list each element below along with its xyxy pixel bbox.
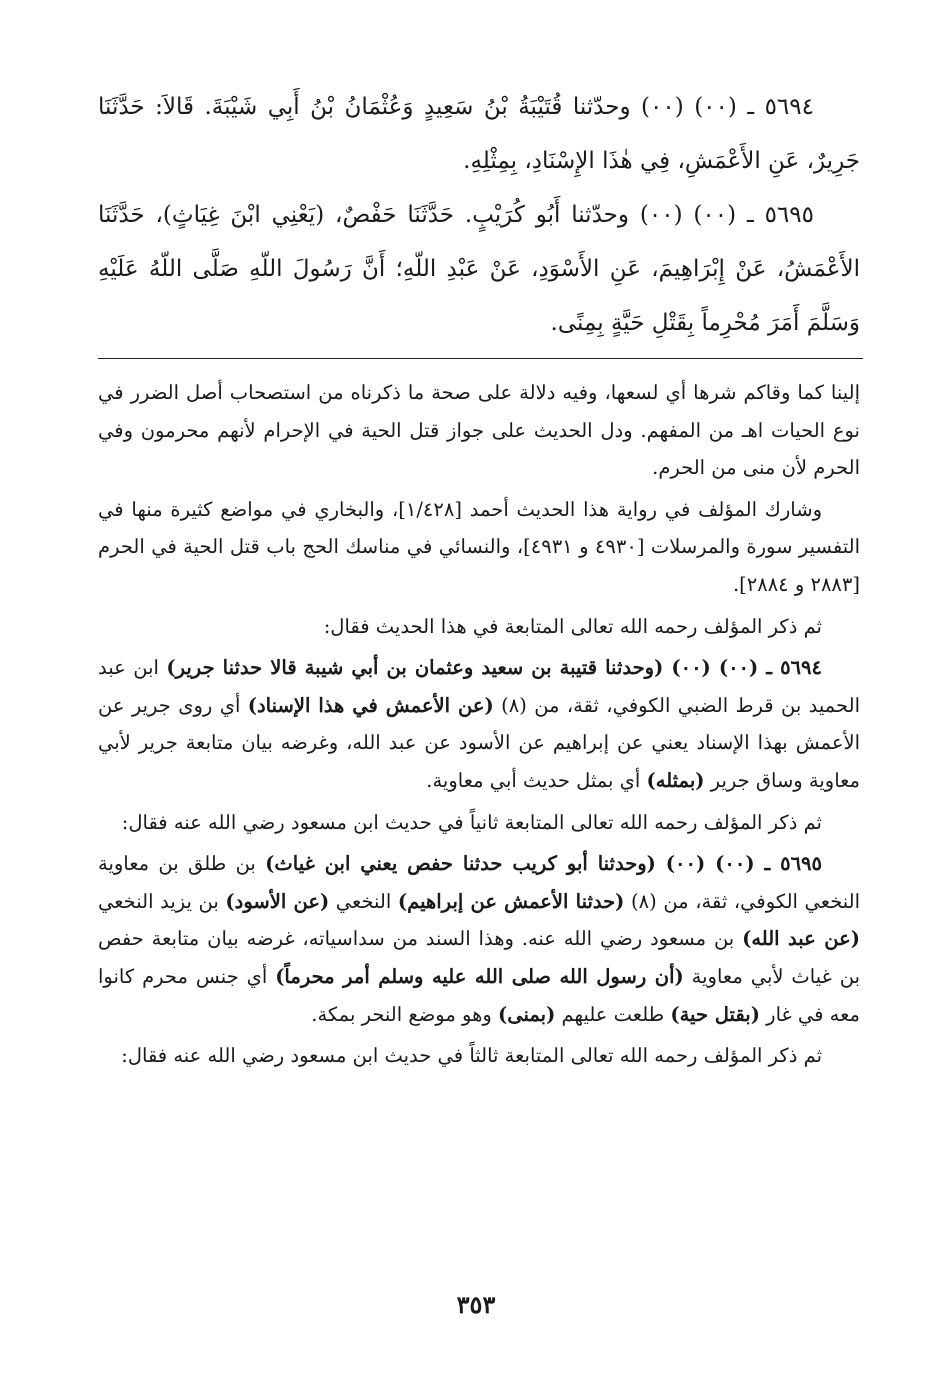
bold-quote: (بمنى): [498, 1002, 556, 1026]
commentary-text: أي روى جرير عن الأعمش بهذا الإسناد يعني عن إبراهيم عن الأسود عن عبد الله، وغرضه بيان متابعة جرير لأبي معاوية وساق جرير: [98, 693, 860, 792]
commentary-paragraph: [98, 649, 860, 799]
hadith-text: [98, 80, 860, 350]
commentary-text: طلعت عليهم: [555, 1002, 671, 1026]
commentary-text: أي جنس محرم كانوا معه في غار: [98, 964, 860, 1026]
bold-quote: (حدثنا الأعمش عن إبراهيم): [397, 889, 625, 913]
commentary-text: أي بمثل حديث أبي معاوية.: [426, 768, 647, 792]
footnote-separator: [98, 358, 863, 359]
commentary-text: بن طلق بن معاوية النخعي الكوفي، ثقة، من (٨): [98, 852, 861, 913]
bold-quote: (بمثله): [646, 768, 705, 792]
commentary-text: ابن عبد الحميد بن قرط الضبي الكوفي، ثقة، من (٨): [98, 656, 860, 717]
bold-quote: (بقتل حية): [670, 1002, 760, 1026]
bold-quote: (أن رسول الله صلى الله عليه وسلم أمر محرماً): [275, 964, 684, 988]
commentary-text: وهو موضع النحر بمكة.: [311, 1002, 498, 1026]
commentary-paragraph: ثم ذكر المؤلف رحمه الله تعالى المتابعة ثانياً في حديث ابن مسعود رضي الله عنه فقال:: [121, 810, 822, 834]
commentary-paragraph: [98, 845, 860, 1033]
commentary-paragraph: ثم ذكر المؤلف رحمه الله تعالى المتابعة في هذا الحديث فقال:: [323, 614, 822, 638]
bold-quote: (عن الأسود): [225, 889, 330, 913]
commentary: [98, 374, 860, 1079]
commentary-text: بن مسعود رضي الله عنه. وهذا السند من سداسياته، غرضه بيان متابعة حفص بن غياث لأبي معاوية: [98, 927, 860, 988]
commentary-paragraph: إلينا كما وقاكم شرها أي لسعها، وفيه دلالة على صحة ما ذكرناه من استصحاب أصل الضرر في نوع الحيات اهـ من المفهم. ودل الحديث على جواز قتل الحية في الإحرام لأنهم محرمون وفي الحرم لأن منى من الحرم.: [98, 381, 860, 480]
bold-quote: ٥٦٩٤ ـ (٠٠) (٠٠) (وحدثنا قتيبة بن سعيد وعثمان بن أبي شيبة قالا حدثنا جرير): [166, 656, 822, 680]
hadith-5694: ٥٦٩٤ ـ (٠٠) (٠٠) وحدّثنا قُتَيْبَةُ بْنُ سَعِيدٍ وَعُثْمَانُ بْنُ أَبِي شَيْبَةَ. قَالاَ: حَدَّثَنَا جَرِيرٌ، عَنِ الأَعْمَشِ، فِي هٰذَا الإِسْنَادِ، بِمِثْلِهِ.: [98, 94, 860, 174]
commentary-text: النخعي: [329, 889, 398, 913]
commentary-text: بن يزيد النخعي: [98, 889, 226, 913]
bold-quote: (عن الأعمش في هذا الإسناد): [247, 693, 494, 717]
hadith-5695: ٥٦٩٥ ـ (٠٠) (٠٠) وحدّثنا أَبُو كُرَيْبٍ. حَدَّثَنَا حَفْصٌ، (يَعْنِي ابْنَ غِيَاثٍ)، حَدَّثَنَا الأَعْمَشُ، عَنْ إِبْرَاهِيمَ، عَنِ الأَسْوَدِ، عَنْ عَبْدِ اللّهِ؛ أَنَّ رَسُولَ اللّهِ صَلَّى اللّهُ عَلَيْهِ وَسَلَّمَ أَمَرَ مُحْرِماً بِقَتْلِ حَيَّةٍ بِمِنًى.: [98, 202, 860, 336]
page-number: ٣٥٣: [456, 1290, 496, 1319]
commentary-paragraph: ثم ذكر المؤلف رحمه الله تعالى المتابعة ثالثاً في حديث ابن مسعود رضي الله عنه فقال:: [121, 1044, 822, 1068]
bold-quote: ٥٦٩٥ ـ (٠٠) (٠٠) (وحدثنا أبو كريب حدثنا حفص يعني ابن غياث): [265, 852, 822, 876]
commentary-paragraph: وشارك المؤلف في رواية هذا الحديث أحمد [١/٤٢٨]، والبخاري في مواضع كثيرة منها في التفسير سورة والمرسلات [٤٩٣٠ و ٤٩٣١]، والنسائي في مناسك الحج باب قتل الحية في الحرم [٢٨٨٣ و ٢٨٨٤].: [98, 497, 860, 596]
bold-quote: (عن عبد الله): [742, 927, 860, 951]
